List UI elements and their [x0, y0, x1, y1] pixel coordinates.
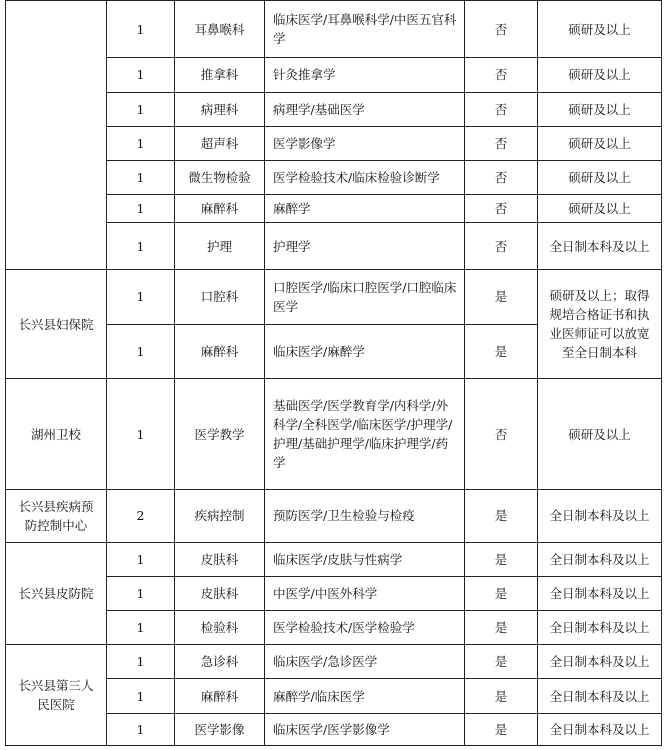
- edu-cell: 硕研及以上: [538, 126, 662, 160]
- dept-cell: 超声科: [175, 126, 265, 160]
- unit-cell: 长兴县第三人民医院: [6, 645, 107, 746]
- table-row: [6, 645, 662, 679]
- major-cell: 病理学/基础医学: [265, 92, 465, 126]
- major-cell: 预防医学/卫生检验与检疫: [265, 490, 465, 542]
- count-cell: 1: [107, 58, 175, 92]
- table-row: [6, 379, 662, 490]
- local-cell: 是: [465, 679, 538, 713]
- dept-cell: 病理科: [175, 92, 265, 126]
- unit-cell: [6, 1, 107, 270]
- edu-cell: 硕研及以上: [538, 58, 662, 92]
- count-cell: 1: [107, 379, 175, 490]
- local-cell: 否: [465, 223, 538, 269]
- edu-cell: 硕研及以上: [538, 379, 662, 490]
- dept-cell: 医学教学: [175, 379, 265, 490]
- edu-cell: 全日制本科及以上: [538, 223, 662, 269]
- count-cell: 1: [107, 542, 175, 576]
- dept-cell: 皮肤科: [175, 576, 265, 610]
- edu-cell: 硕研及以上: [538, 195, 662, 223]
- local-cell: 否: [465, 92, 538, 126]
- dept-cell: 推拿科: [175, 58, 265, 92]
- dept-cell: 耳鼻喉科: [175, 1, 265, 58]
- local-cell: 是: [465, 542, 538, 576]
- dept-cell: 皮肤科: [175, 542, 265, 576]
- major-cell: 医学影像学: [265, 126, 465, 160]
- dept-cell: 护理: [175, 223, 265, 269]
- count-cell: 1: [107, 610, 175, 644]
- count-cell: 1: [107, 269, 175, 324]
- local-cell: 否: [465, 1, 538, 58]
- major-cell: 麻醉学/临床医学: [265, 679, 465, 713]
- local-cell: 是: [465, 645, 538, 679]
- major-cell: 临床医学/耳鼻喉科学/中医五官科学: [265, 1, 465, 58]
- table-row: [6, 269, 662, 324]
- unit-cell: 长兴县疾病预防控制中心: [6, 490, 107, 542]
- dept-cell: 麻醉科: [175, 195, 265, 223]
- edu-cell: 全日制本科及以上: [538, 679, 662, 713]
- edu-cell: 全日制本科及以上: [538, 713, 662, 745]
- count-cell: 1: [107, 325, 175, 379]
- dept-cell: 麻醉科: [175, 679, 265, 713]
- dept-cell: 疾病控制: [175, 490, 265, 542]
- count-cell: 1: [107, 576, 175, 610]
- count-cell: 1: [107, 645, 175, 679]
- major-cell: 基础医学/医学教育学/内科学/外科学/全科医学/临床医学/护理学/护理/基础护理学/临床护理学/药学: [265, 379, 465, 490]
- count-cell: 1: [107, 195, 175, 223]
- unit-cell: 长兴县皮防院: [6, 542, 107, 645]
- count-cell: 1: [107, 679, 175, 713]
- major-cell: 医学检验技术/医学检验学: [265, 610, 465, 644]
- dept-cell: 医学影像: [175, 713, 265, 745]
- local-cell: 是: [465, 269, 538, 324]
- major-cell: 针灸推拿学: [265, 58, 465, 92]
- count-cell: 2: [107, 490, 175, 542]
- table-row: [6, 542, 662, 576]
- local-cell: 是: [465, 610, 538, 644]
- dept-cell: 口腔科: [175, 269, 265, 324]
- dept-cell: 急诊科: [175, 645, 265, 679]
- edu-cell: 全日制本科及以上: [538, 645, 662, 679]
- local-cell: 是: [465, 325, 538, 379]
- local-cell: 否: [465, 126, 538, 160]
- count-cell: 1: [107, 92, 175, 126]
- major-cell: 中医学/中医外科学: [265, 576, 465, 610]
- edu-cell: 硕研及以上: [538, 161, 662, 195]
- major-cell: 麻醉学: [265, 195, 465, 223]
- major-cell: 医学检验技术/临床检验诊断学: [265, 161, 465, 195]
- local-cell: 是: [465, 713, 538, 745]
- table-row: [6, 1, 662, 58]
- table-row: [6, 490, 662, 542]
- count-cell: 1: [107, 713, 175, 745]
- dept-cell: 检验科: [175, 610, 265, 644]
- edu-cell: 硕研及以上: [538, 92, 662, 126]
- count-cell: 1: [107, 126, 175, 160]
- major-cell: 临床医学/医学影像学: [265, 713, 465, 745]
- dept-cell: 微生物检验: [175, 161, 265, 195]
- edu-cell: 硕研及以上: [538, 1, 662, 58]
- unit-cell: 湖州卫校: [6, 379, 107, 490]
- local-cell: 否: [465, 379, 538, 490]
- count-cell: 1: [107, 223, 175, 269]
- unit-cell: 长兴县妇保院: [6, 269, 107, 379]
- major-cell: 临床医学/急诊医学: [265, 645, 465, 679]
- local-cell: 否: [465, 58, 538, 92]
- edu-cell: 全日制本科及以上: [538, 610, 662, 644]
- edu-cell: 全日制本科及以上: [538, 490, 662, 542]
- local-cell: 否: [465, 195, 538, 223]
- local-cell: 否: [465, 161, 538, 195]
- major-cell: 护理学: [265, 223, 465, 269]
- edu-cell: 全日制本科及以上: [538, 576, 662, 610]
- edu-cell: 硕研及以上；取得规培合格证书和执业医师证可以放宽至全日制本科: [538, 269, 662, 379]
- count-cell: 1: [107, 161, 175, 195]
- local-cell: 是: [465, 576, 538, 610]
- recruitment-table: [5, 0, 662, 746]
- major-cell: 口腔医学/临床口腔医学/口腔临床医学: [265, 269, 465, 324]
- local-cell: 是: [465, 490, 538, 542]
- count-cell: 1: [107, 1, 175, 58]
- major-cell: 临床医学/皮肤与性病学: [265, 542, 465, 576]
- major-cell: 临床医学/麻醉学: [265, 325, 465, 379]
- edu-cell: 全日制本科及以上: [538, 542, 662, 576]
- dept-cell: 麻醉科: [175, 325, 265, 379]
